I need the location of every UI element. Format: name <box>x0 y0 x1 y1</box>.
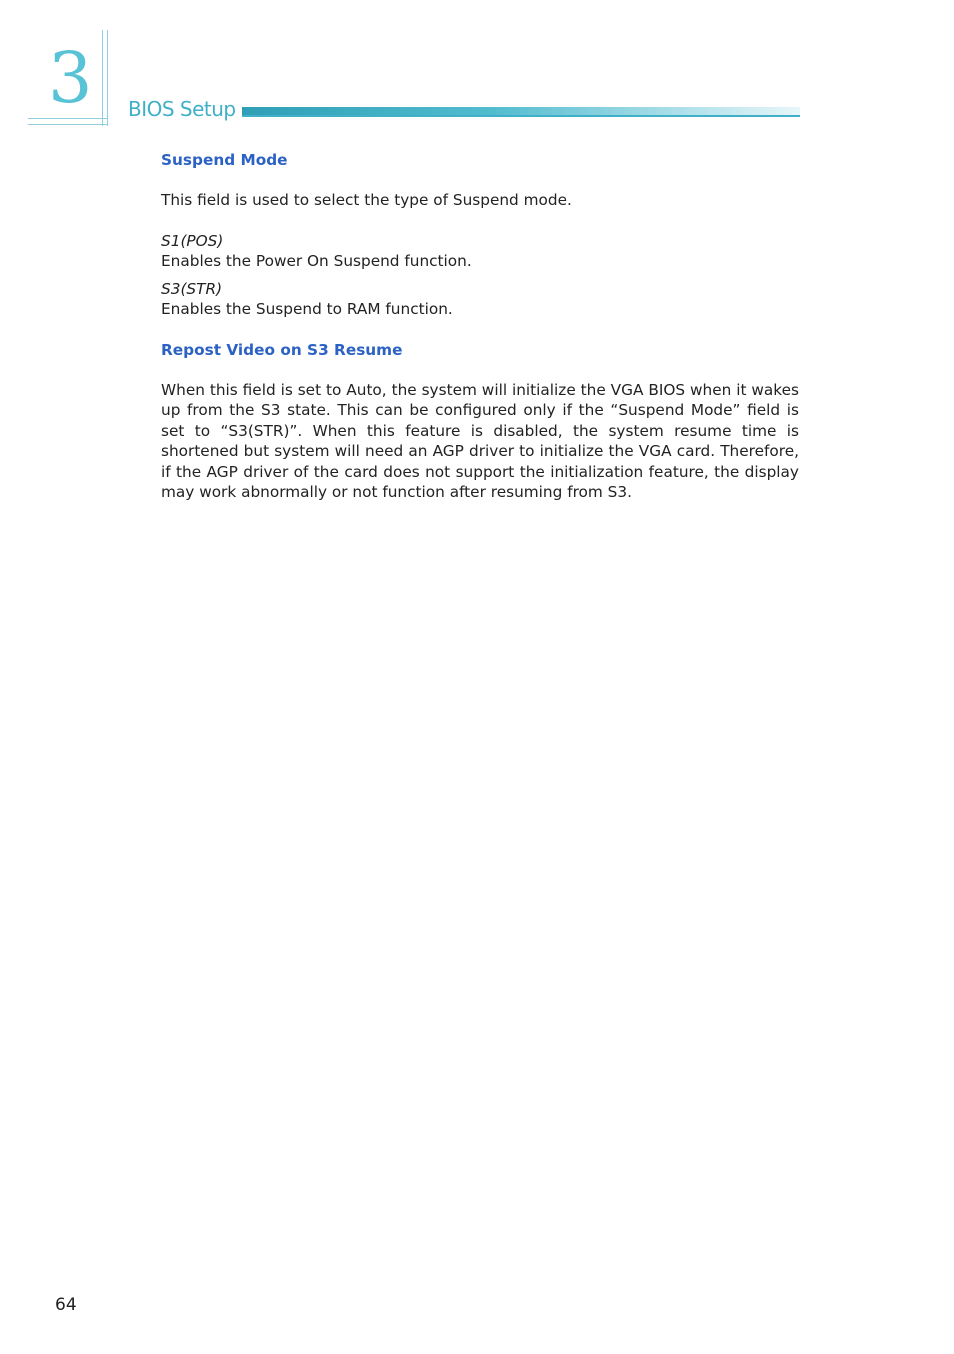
section-heading-suspend-mode: Suspend Mode <box>161 151 288 169</box>
option-name-s1: S1(POS) <box>161 231 224 250</box>
suspend-mode-intro: This field is used to select the type of Suspend mode. <box>161 191 572 209</box>
chapter-number: 3 <box>48 37 93 119</box>
chapter-frame-horizontal <box>28 118 108 125</box>
chapter-frame-vertical <box>102 30 108 126</box>
chapter-badge <box>28 30 108 126</box>
chapter-title: BIOS Setup <box>128 97 236 121</box>
page-content <box>161 150 799 503</box>
title-bar-underline <box>242 115 800 117</box>
option-name-s3: S3(STR) <box>161 279 223 298</box>
page-number: 64 <box>55 1295 77 1315</box>
title-decorative-bar <box>242 107 800 117</box>
section-heading-repost-video: Repost Video on S3 Resume <box>161 340 403 359</box>
repost-video-body: When this field is set to Auto, the system will initialize the VGA BIOS when it wakes up from the S3 state. This can be configured only if the “Suspend Mode” field is set to “S3(STR)”. When this feature is disabled, the system resume time is shortened but system will need an AGP driver to initialize the VGA card. Therefore, if the AGP driver of the card does not support the initialization feature, the display may work abnormally or not function after resuming from S3. <box>161 380 799 501</box>
option-description-s1: Enables the Power On Suspend function. <box>161 252 472 270</box>
option-description-s3: Enables the Suspend to RAM function. <box>161 300 453 318</box>
